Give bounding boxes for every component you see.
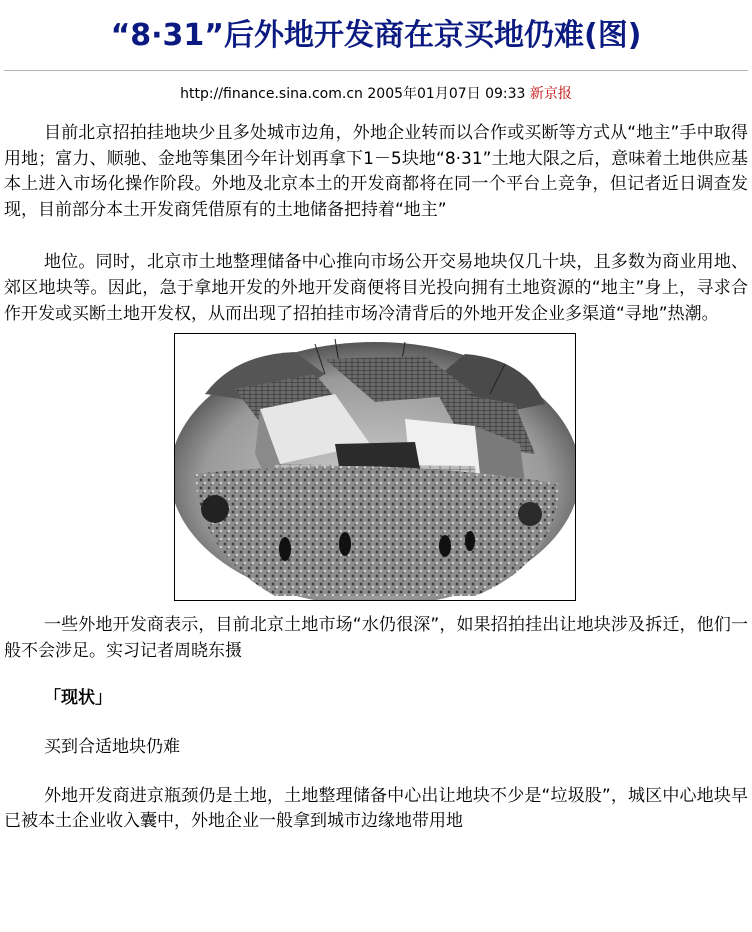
photo-caption: 一些外地开发商表示，目前北京土地市场“水仍很深”，如果招拍挂出让地块涉及拆迁，他们一般不会涉足。实习记者周晓东摄 — [4, 615, 748, 661]
paragraph-1: 目前北京招拍挂地块少且多处城市边角，外地企业转而以合作或买断等方式从“地主”手中取得用地；富力、顺驰、金地等集团今年计划再拿下1－5块地“8·31”土地大限之后，意味着土地供应基本上进入市场化操作阶段。外地及北京本土的开发商都将在同一个平台上竞争，但记者近日调查发现，目前部分本土开发商凭借原有的土地储备把持着“地主” — [4, 123, 748, 220]
article-source-link[interactable]: 新京报 — [529, 86, 572, 102]
photo-container — [4, 333, 748, 601]
article-meta — [0, 84, 752, 104]
section-heading-status: 「现状」 — [44, 688, 112, 709]
news-photo — [174, 333, 576, 601]
article-title: “8·31”后外地开发商在京买地仍难(图) — [110, 18, 642, 53]
article-body — [0, 121, 752, 835]
paragraph-2: 地位。同时，北京市土地整理储备中心推向市场公开交易地块仅几十块，且多数为商业用地、郊区地块等。因此，急于拿地开发的外地开发商便将目光投向拥有土地资源的“地主”身上，寻求合作开发或买断土地开发权，从而出现了招拍挂市场冷清背后的外地开发企业多渠道“寻地”热潮。 — [4, 252, 748, 324]
subheading: 买到合适地块仍难 — [44, 736, 180, 757]
title-divider — [4, 70, 748, 71]
paragraph-3: 外地开发商进京瓶颈仍是土地，土地整理储备中心出让地块不少是“垃圾股”，城区中心地块早已被本土企业收入囊中，外地企业一般拿到城市边缘地带用地 — [4, 785, 748, 832]
article-date: 2005年01月07日 09:33 — [367, 86, 526, 102]
article-url: http://finance.sina.com.cn — [180, 86, 363, 102]
